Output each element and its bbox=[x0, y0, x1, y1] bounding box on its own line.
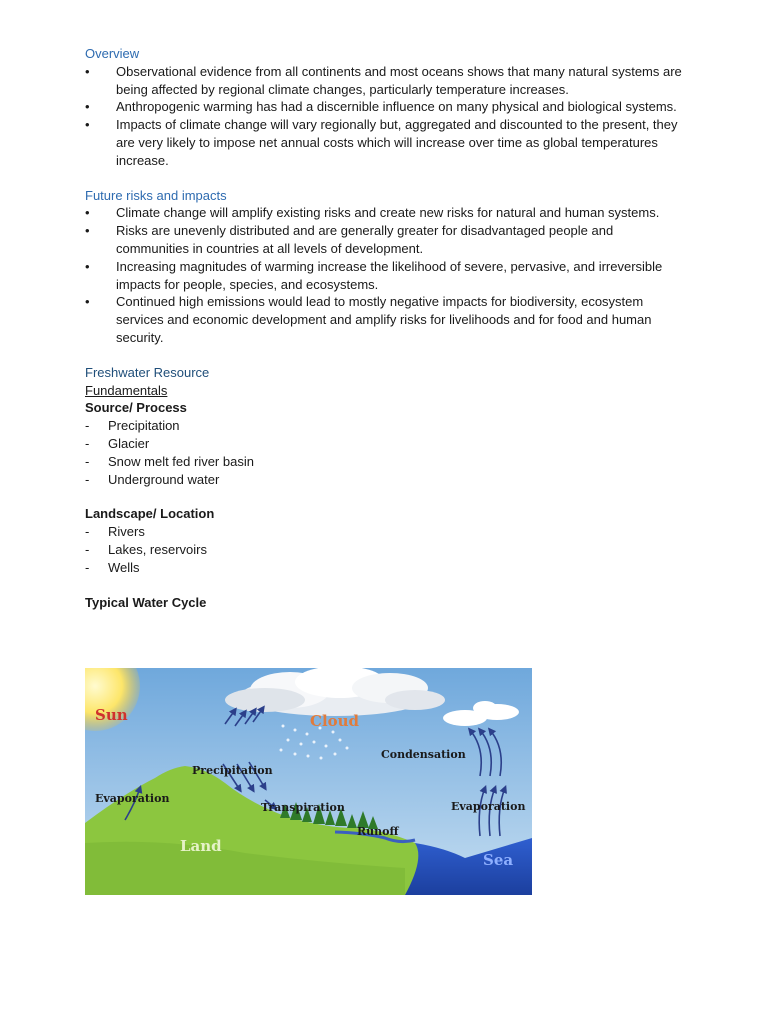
list-item: - Glacier bbox=[85, 435, 685, 453]
list-item: • Anthropogenic warming has had a discernible influence on many physical and biological systems. bbox=[85, 98, 685, 116]
future-risks-list bbox=[85, 204, 685, 346]
water-cycle-diagram bbox=[85, 668, 532, 895]
document-page bbox=[85, 45, 685, 611]
cloud-label: Cloud bbox=[310, 712, 360, 730]
list-item: • Continued high emissions would lead to mostly negative impacts for biodiversity, ecosystem services and economic development and amplify risks for livelihoods and for food and human security. bbox=[85, 293, 685, 346]
precipitation-label: Precipitation bbox=[192, 764, 273, 777]
list-item: • Increasing magnitudes of warming increase the likelihood of severe, pervasive, and irreversible impacts for people, species, and ecosystems. bbox=[85, 258, 685, 294]
landscape-list bbox=[85, 523, 685, 576]
list-item: - Rivers bbox=[85, 523, 685, 541]
list-item: - Lakes, reservoirs bbox=[85, 541, 685, 559]
evaporation-left-label: Evaporation bbox=[95, 792, 170, 805]
source-list bbox=[85, 417, 685, 488]
list-item: • Impacts of climate change will vary regionally but, aggregated and discounted to the present, they are very likely to impose net annual costs which will increase over time as global temperatures increase. bbox=[85, 116, 685, 169]
list-item: - Underground water bbox=[85, 471, 685, 489]
list-item: - Wells bbox=[85, 559, 685, 577]
source-process-title: Source/ Process bbox=[85, 400, 187, 416]
list-item: • Risks are unevenly distributed and are generally greater for disadvantaged people and communities in countries at all levels of development. bbox=[85, 222, 685, 258]
condensation-label: Condensation bbox=[381, 748, 466, 761]
overview-list bbox=[85, 63, 685, 170]
water-cycle-svg bbox=[85, 668, 532, 895]
sea-label: Sea bbox=[483, 851, 514, 869]
sun-label: Sun bbox=[95, 706, 128, 724]
list-item: • Observational evidence from all continents and most oceans shows that many natural systems are being affected by regional climate changes, particularly temperature increases. bbox=[85, 63, 685, 99]
evaporation-right-label: Evaporation bbox=[451, 800, 526, 813]
list-item: - Precipitation bbox=[85, 417, 685, 435]
water-cycle-title: Typical Water Cycle bbox=[85, 594, 207, 610]
future-risks-heading: Future risks and impacts bbox=[85, 187, 227, 203]
list-item: • Climate change will amplify existing risks and create new risks for natural and human systems. bbox=[85, 204, 685, 222]
land-label: Land bbox=[180, 837, 222, 855]
landscape-location-title: Landscape/ Location bbox=[85, 506, 215, 522]
runoff-label: Runoff bbox=[357, 825, 399, 838]
freshwater-heading: Freshwater Resource bbox=[85, 364, 210, 380]
transpiration-label: Transpiration bbox=[261, 801, 345, 814]
overview-heading: Overview bbox=[85, 46, 140, 61]
fundamentals-subheading: Fundamentals bbox=[85, 382, 168, 398]
list-item: - Snow melt fed river basin bbox=[85, 453, 685, 471]
